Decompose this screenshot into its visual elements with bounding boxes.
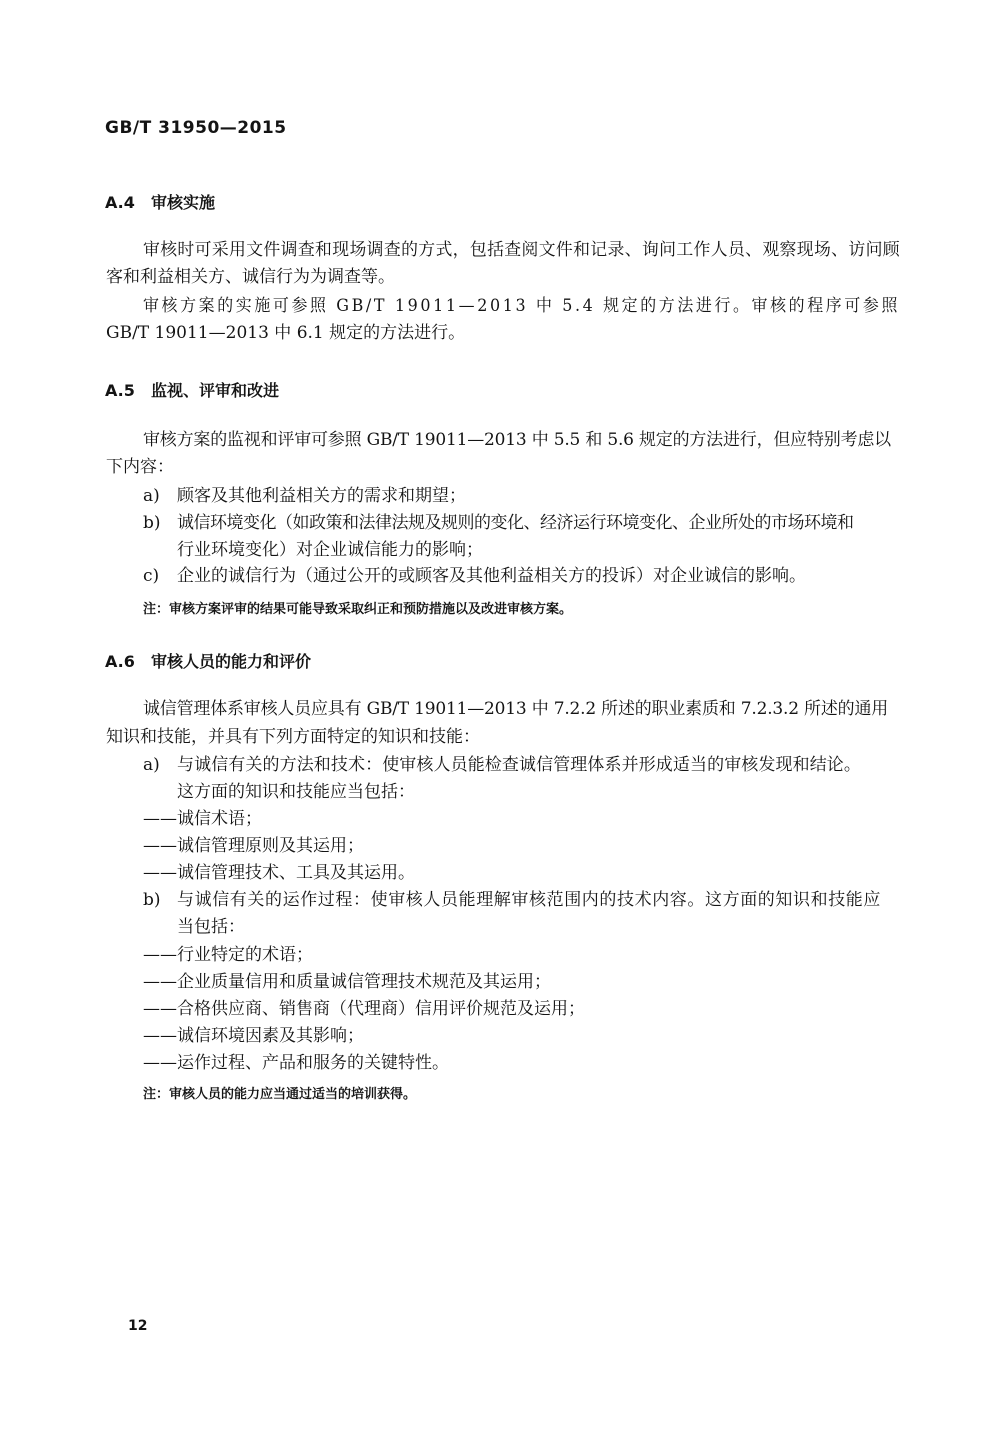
dash-item: ——企业质量信用和质量诚信管理技术规范及其运用； <box>143 972 551 992</box>
paragraph-line: 客和利益相关方、诚信行为为调查等。 <box>106 267 395 287</box>
note-text: 注：审核人员的能力应当通过适当的培训获得。 <box>143 1087 417 1102</box>
paragraph-line: 诚信管理体系审核人员应具有 GB/T 19011—2013 中 7.2.2 所述的职业素质和 7.2.3.2 所述的通用 <box>143 699 889 719</box>
list-item-text: 行业环境变化）对企业诚信能力的影响； <box>177 540 483 560</box>
section-number: A.4 <box>105 193 135 212</box>
dash-item: ——诚信管理技术、工具及其运用。 <box>143 863 415 883</box>
list-item-text: 这方面的知识和技能应当包括： <box>177 782 415 802</box>
paragraph-line: 知识和技能，并具有下列方面特定的知识和技能： <box>106 727 480 747</box>
list-marker: b) <box>143 513 161 533</box>
dash-item: ——诚信术语； <box>143 809 262 829</box>
list-marker: a) <box>143 755 160 775</box>
dash-item: ——合格供应商、销售商（代理商）信用评价规范及运用； <box>143 999 585 1019</box>
section-number: A.5 <box>105 381 135 400</box>
standard-code: GB/T 31950—2015 <box>105 118 287 138</box>
paragraph-line: 审核时可采用文件调查和现场调查的方式，包括查阅文件和记录、询问工作人员、观察现场、访问顾 <box>143 240 900 260</box>
dash-item: ——行业特定的术语； <box>143 945 313 965</box>
list-item-text: 诚信环境变化（如政策和法律法规及规则的变化、经济运行环境变化、企业所处的市场环境和 <box>177 513 854 533</box>
list-item-text: 与诚信有关的运作过程：使审核人员能理解审核范围内的技术内容。这方面的知识和技能应 <box>177 890 881 910</box>
page-number: 12 <box>128 1318 148 1334</box>
list-marker: c) <box>143 566 160 586</box>
list-item-text: 与诚信有关的方法和技术：使审核人员能检查诚信管理体系并形成适当的审核发现和结论。 <box>177 755 861 775</box>
list-item-text: 企业的诚信行为（通过公开的或顾客及其他利益相关方的投诉）对企业诚信的影响。 <box>177 566 806 586</box>
list-item-text: 当包括： <box>177 917 245 937</box>
dash-item: ——诚信管理原则及其运用； <box>143 836 364 856</box>
section-heading-a4 <box>105 190 215 213</box>
dash-item: ——诚信环境因素及其影响； <box>143 1026 364 1046</box>
list-marker: a) <box>143 486 160 506</box>
paragraph-line: 审核方案的监视和评审可参照 GB/T 19011—2013 中 5.5 和 5.6 规定的方法进行，但应特别考虑以 <box>143 430 891 450</box>
section-heading-a5 <box>105 378 279 401</box>
section-title: 审核人员的能力和评价 <box>151 652 312 671</box>
list-marker: b) <box>143 890 161 910</box>
dash-item: ——运作过程、产品和服务的关键特性。 <box>143 1053 449 1073</box>
section-number: A.6 <box>105 652 135 671</box>
paragraph-line: GB/T 19011—2013 中 6.1 规定的方法进行。 <box>106 323 466 343</box>
section-title: 审核实施 <box>151 193 216 212</box>
list-item-text: 顾客及其他利益相关方的需求和期望； <box>177 486 466 506</box>
section-heading-a6 <box>105 649 311 672</box>
paragraph-line: 下内容： <box>106 457 174 477</box>
note-text: 注：审核方案评审的结果可能导致采取纠正和预防措施以及改进审核方案。 <box>143 602 573 617</box>
section-title: 监视、评审和改进 <box>151 381 280 400</box>
paragraph-line: 审核方案的实施可参照 GB/T 19011—2013 中 5.4 规定的方法进行。审核的程序可参照 <box>143 296 901 316</box>
